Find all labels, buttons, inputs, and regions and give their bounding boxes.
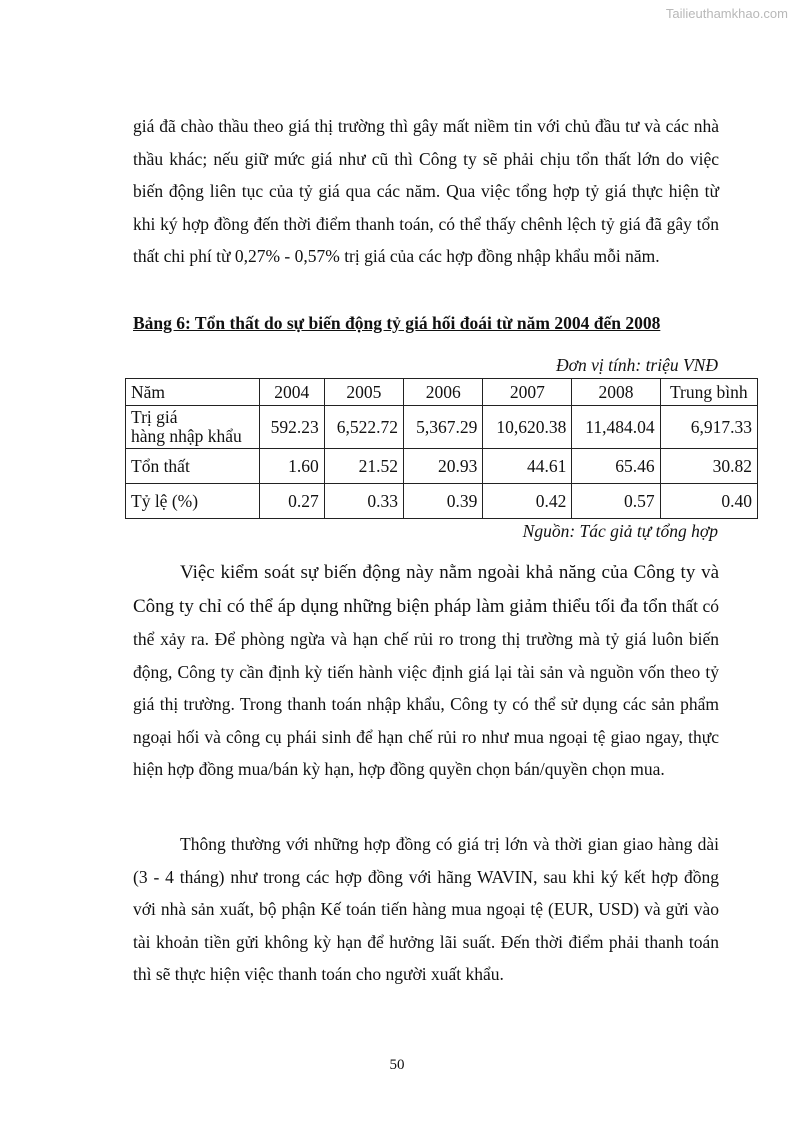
table-header-row (126, 379, 758, 406)
table-source: Nguồn: Tác giả tự tổng hợp (522, 521, 718, 541)
table-unit: Đơn vị tính: triệu VNĐ (556, 355, 718, 375)
table-cell: 20.93 (404, 449, 483, 484)
row-label-line1: Trị giá (131, 407, 178, 427)
table-cell: 0.33 (324, 484, 403, 519)
table-cell: 0.57 (572, 484, 660, 519)
header-2004: 2004 (259, 379, 324, 406)
paragraph-2 (133, 556, 719, 786)
table-cell: 1.60 (259, 449, 324, 484)
table-cell: 21.52 (324, 449, 403, 484)
table-cell: 0.27 (259, 484, 324, 519)
table-cell: 65.46 (572, 449, 660, 484)
table-row (126, 449, 758, 484)
table-cell: 11,484.04 (572, 406, 660, 449)
table-cell: 0.39 (404, 484, 483, 519)
paragraph-2-rest: thất có thể xảy ra. Để phòng ngừa và hạn chế rủi ro trong thị trường mà tỷ giá luôn biến động, Công ty cần định kỳ tiến hành việc định giá lại tài sản và nguồn vốn theo tỷ giá thị trường. Trong thanh toán nhập khẩu, Công ty có thể sử dụng các sản phẩm ngoại hối và công cụ phái sinh để hạn chế rủi ro như mua ngoại tệ giao ngay, thực hiện hợp đồng mua/bán kỳ hạn, hợp đồng quyền chọn bán/quyền chọn mua. (133, 595, 719, 779)
paragraph-2-lead: Việc kiểm soát sự biến động này nằm ngoài khả năng của Công ty và Công ty chỉ có thể áp dụng những biện pháp làm giảm thiểu tối đa tổn (133, 562, 719, 617)
header-2007: 2007 (483, 379, 572, 406)
table-cell: 10,620.38 (483, 406, 572, 449)
paragraph-3: Thông thường với những hợp đồng có giá trị lớn và thời gian giao hàng dài (3 - 4 tháng) như trong các hợp đồng với hãng WAVIN, sau khi ký kết hợp đồng với nhà sản xuất, bộ phận Kế toán tiến hàng mua ngoại tệ (EUR, USD) và gửi vào tài khoản tiền gửi không kỳ hạn để hưởng lãi suất. Đến thời điểm phải thanh toán thì sẽ thực hiện việc thanh toán cho người xuất khẩu. (133, 834, 719, 984)
row-label-import-value (126, 406, 260, 449)
table-cell: 0.42 (483, 484, 572, 519)
table-cell: 5,367.29 (404, 406, 483, 449)
table-cell: 0.40 (660, 484, 757, 519)
table-row (126, 406, 758, 449)
table-cell: 6,917.33 (660, 406, 757, 449)
watermark: Tailieuthamkhao.com (665, 6, 788, 21)
page-number: 50 (389, 1057, 405, 1073)
header-2008: 2008 (572, 379, 660, 406)
table-cell: 44.61 (483, 449, 572, 484)
header-average: Trung bình (660, 379, 757, 406)
paragraph-1: giá đã chào thầu theo giá thị trường thì gây mất niềm tin với chủ đầu tư và các nhà thầu khác; nếu giữ mức giá như cũ thì Công ty sẽ phải chịu tổn thất lớn do việc biến động liên tục của tỷ giá qua các năm. Qua việc tổng hợp tỷ giá thực hiện từ khi ký hợp đồng đến thời điểm thanh toán, có thể thấy chênh lệch tỷ giá đã gây tổn thất chi phí từ 0,27% - 0,57% trị giá của các hợp đồng nhập khẩu mỗi năm. (133, 116, 719, 266)
header-year: Năm (126, 379, 260, 406)
table-row (126, 484, 758, 519)
exchange-loss-table (125, 378, 758, 519)
table-cell: 592.23 (259, 406, 324, 449)
table-caption: Bảng 6: Tổn thất do sự biến động tỷ giá hối đoái từ năm 2004 đến 2008 (133, 313, 661, 333)
row-label-ratio: Tỷ lệ (%) (126, 484, 260, 519)
table-cell: 6,522.72 (324, 406, 403, 449)
row-label-line2: hàng nhập khẩu (131, 426, 242, 446)
header-2005: 2005 (324, 379, 403, 406)
table-cell: 30.82 (660, 449, 757, 484)
row-label-loss: Tổn thất (126, 449, 260, 484)
header-2006: 2006 (404, 379, 483, 406)
